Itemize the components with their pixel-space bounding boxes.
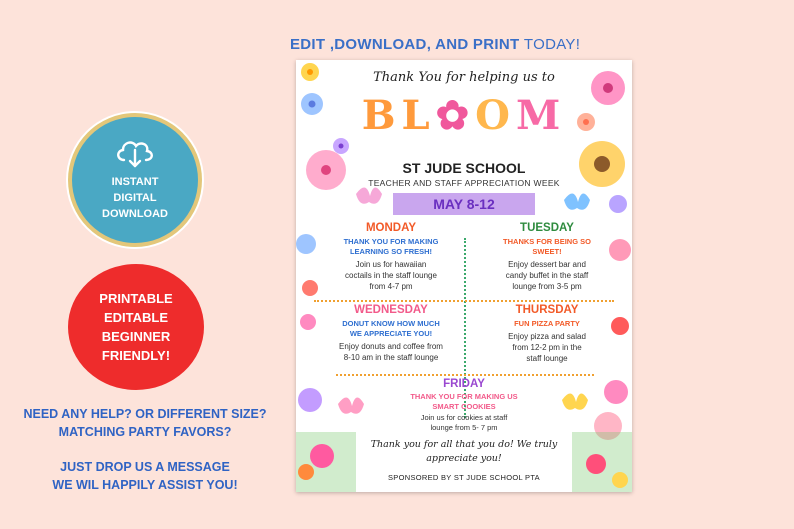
detail-line: Join us for cookies at staff (420, 413, 508, 422)
message-line: SWEET! (532, 247, 562, 256)
day-title: THURSDAY (515, 304, 579, 316)
tuesday-block (472, 222, 622, 292)
day-message (364, 392, 564, 412)
wednesday-block (316, 304, 466, 363)
instant-download-text (102, 174, 168, 222)
closing-line: appreciate you! (426, 453, 502, 464)
features-badge (68, 264, 204, 390)
closing-line: Thank you for all that you do! We truly (370, 439, 558, 450)
day-message (472, 319, 622, 329)
flower-icon (298, 388, 322, 412)
divider-horizontal (314, 300, 614, 302)
butterfly-icon (356, 187, 382, 203)
butterfly-icon (562, 393, 588, 409)
day-title: FRIDAY (443, 378, 485, 390)
headline-today: TODAY! (523, 36, 581, 53)
thursday-block (472, 304, 622, 364)
flyer-preview (296, 60, 632, 492)
message-line: LEARNING SO FRESH! (349, 247, 433, 256)
day-message (472, 237, 622, 257)
bloom-flower: ✿ (435, 92, 476, 139)
message-line: THANKS FOR BEING SO (503, 237, 591, 246)
badge-line: DOWNLOAD (102, 208, 168, 220)
day-title: WEDNESDAY (354, 304, 428, 316)
detail-line: from 4-7 pm (369, 282, 413, 291)
detail-line: lounge from 5- 7 pm (430, 423, 498, 432)
day-details (472, 259, 622, 292)
day-title: TUESDAY (520, 222, 574, 234)
cloud-download-icon (114, 136, 156, 168)
bloom-letter: O (475, 92, 516, 139)
sponsor-line: SPONSORED BY ST JUDE SCHOOL PTA (388, 473, 540, 482)
day-message (316, 237, 466, 257)
badge-line: DIGITAL (113, 192, 157, 204)
bloom-letter: BL (361, 92, 436, 139)
flower-icon (609, 195, 627, 213)
headline-bold: EDIT ,DOWNLOAD, AND PRINT (290, 36, 520, 53)
flower-icon (300, 314, 316, 330)
flower-icon (604, 380, 628, 404)
help-message (0, 458, 290, 494)
day-details (316, 341, 466, 363)
flower-icon (333, 138, 349, 154)
badge-line: PRINTABLE (99, 291, 173, 306)
message-line: WE APPRECIATE YOU! (349, 329, 433, 338)
help-line: MATCHING PARTY FAVORS? (58, 425, 232, 439)
day-details (472, 331, 622, 364)
help-line: JUST DROP US A MESSAGE (60, 460, 230, 474)
help-question (0, 405, 290, 441)
closing-message (296, 438, 632, 466)
butterfly-icon (338, 397, 364, 413)
help-line: NEED ANY HELP? OR DIFFERENT SIZE? (23, 407, 267, 421)
flyer-thanks-top: Thank You for helping us to (373, 70, 555, 85)
detail-line: Join us for hawaiian (355, 260, 427, 269)
badge-line: BEGINNER (101, 329, 171, 344)
monday-block (316, 222, 466, 292)
day-details (364, 413, 564, 433)
bloom-letter: M (516, 92, 567, 139)
day-details (316, 259, 466, 292)
badge-line: EDITABLE (103, 310, 169, 325)
detail-line: from 12-2 pm in the (512, 343, 582, 352)
badge-line: INSTANT (111, 176, 159, 188)
flower-icon (296, 234, 316, 254)
detail-line: staff lounge (526, 354, 568, 363)
detail-line: 8-10 am in the staff lounge (343, 353, 439, 362)
detail-line: lounge from 3-5 pm (512, 282, 582, 291)
message-line: SMART COOKIES (432, 402, 496, 411)
message-line: THANK YOU FOR MAKING US (410, 392, 518, 401)
message-line: DONUT KNOW HOW MUCH (342, 319, 440, 328)
detail-line: Enjoy donuts and coffee from (339, 342, 443, 351)
day-message (316, 319, 466, 339)
badge-line: FRIENDLY! (101, 348, 171, 363)
features-text (99, 289, 172, 365)
detail-line: Enjoy dessert bar and (508, 260, 586, 269)
instant-download-badge (72, 117, 198, 243)
bloom-title (296, 92, 632, 139)
day-title: MONDAY (365, 222, 417, 234)
appreciation-week: TEACHER AND STAFF APPRECIATION WEEK (368, 178, 560, 188)
divider-horizontal (336, 374, 594, 376)
detail-line: coctails in the staff lounge (345, 271, 437, 280)
detail-line: Enjoy pizza and salad (508, 332, 586, 341)
detail-line: candy buffet in the staff (505, 271, 589, 280)
butterfly-icon (564, 193, 590, 209)
school-name: ST JUDE SCHOOL (402, 160, 526, 176)
help-line: WE WIL HAPPILY ASSIST YOU! (52, 478, 238, 492)
date-ribbon: MAY 8-12 (393, 193, 535, 215)
message-line: THANK YOU FOR MAKING (343, 237, 439, 246)
page-headline (0, 36, 794, 53)
friday-block (364, 378, 564, 433)
message-line: FUN PIZZA PARTY (514, 319, 580, 328)
